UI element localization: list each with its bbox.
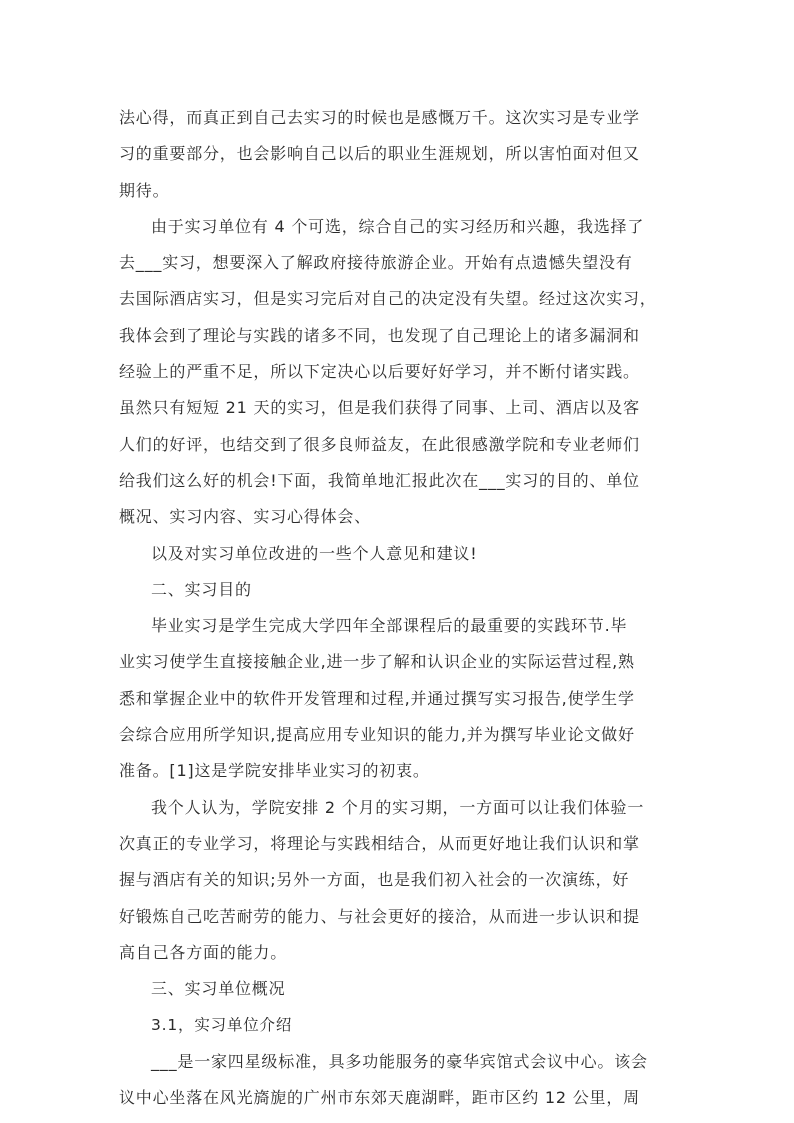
body-text-line: 以及对实习单位改进的一些个人意见和建议!: [151, 543, 478, 563]
body-text-line: 期待。: [119, 180, 170, 200]
body-text-line: 高自己各方面的能力。: [119, 942, 288, 962]
body-text-line: 议中心坐落在风光旖旎的广州市东郊天鹿湖畔，距市区约 12 公里，周: [119, 1088, 640, 1108]
body-text-line: 次真正的专业学习，将理论与实践相结合，从而更好地让我们认识和掌: [119, 833, 640, 853]
body-text-line: 概况、实习内容、实习心得体会、: [119, 507, 372, 527]
body-text-line: 我体会到了理论与实践的诸多不同，也发现了自己理论上的诸多漏洞和: [119, 325, 640, 345]
body-text-line: 去国际酒店实习，但是实习完后对自己的决定没有失望。经过这次实习，: [119, 289, 657, 309]
subsection-heading: 3.1，实习单位介绍: [151, 1016, 293, 1035]
body-text-line: 准备。[1]这是学院安排毕业实习的初衷。: [119, 761, 430, 781]
body-text-line: 给我们这么好的机会!下面，我简单地汇报此次在___实习的目的、单位: [119, 470, 640, 490]
body-text-line: 虽然只有短短 21 天的实习，但是我们获得了同事、上司、酒店以及客: [119, 398, 640, 418]
body-text-line: 悉和掌握企业中的软件开发管理和过程,并通过撰写实习报告,使学生学: [119, 688, 635, 708]
body-text-line: 会综合应用所学知识,提高应用专业知识的能力,并为撰写毕业论文做好: [119, 725, 635, 745]
document-body: [119, 100, 679, 1116]
section-heading: 二、实习目的: [151, 579, 252, 599]
section-heading: 三、实习单位概况: [151, 979, 286, 999]
body-text-line: 我个人认为，学院安排 2 个月的实习期，一方面可以让我们体验一: [151, 797, 645, 817]
body-text-line: 毕业实习是学生完成大学四年全部课程后的最重要的实践环节.毕: [151, 616, 628, 636]
body-text-line: 人们的好评，也结交到了很多良师益友，在此很感激学院和专业老师们: [119, 434, 640, 454]
body-text-line: 经验上的严重不足，所以下定决心以后要好好学习，并不断付诸实践。: [119, 362, 640, 382]
body-text-line: ___是一家四星级标准，具多功能服务的豪华宾馆式会议中心。该会: [151, 1051, 648, 1071]
body-text-line: 去___实习，想要深入了解政府接待旅游企业。开始有点遗憾失望没有: [119, 253, 633, 273]
body-text-line: 法心得，而真正到自己去实习的时候也是感慨万千。这次实习是专业学: [119, 108, 640, 127]
body-text-line: 握与酒店有关的知识;另外一方面，也是我们初入社会的一次演练，好: [119, 870, 630, 890]
body-text-line: 业实习使学生直接接触企业,进一步了解和认识企业的实际运营过程,熟: [119, 652, 635, 672]
body-text-line: 习的重要部分，也会影响自己以后的职业生涯规划，所以害怕面对但又: [119, 144, 640, 164]
body-text-line: 好锻炼自己吃苦耐劳的能力、与社会更好的接洽，从而进一步认识和提: [119, 906, 640, 926]
body-text-line: 由于实习单位有 4 个可选，综合自己的实习经历和兴趣，我选择了: [151, 216, 645, 236]
